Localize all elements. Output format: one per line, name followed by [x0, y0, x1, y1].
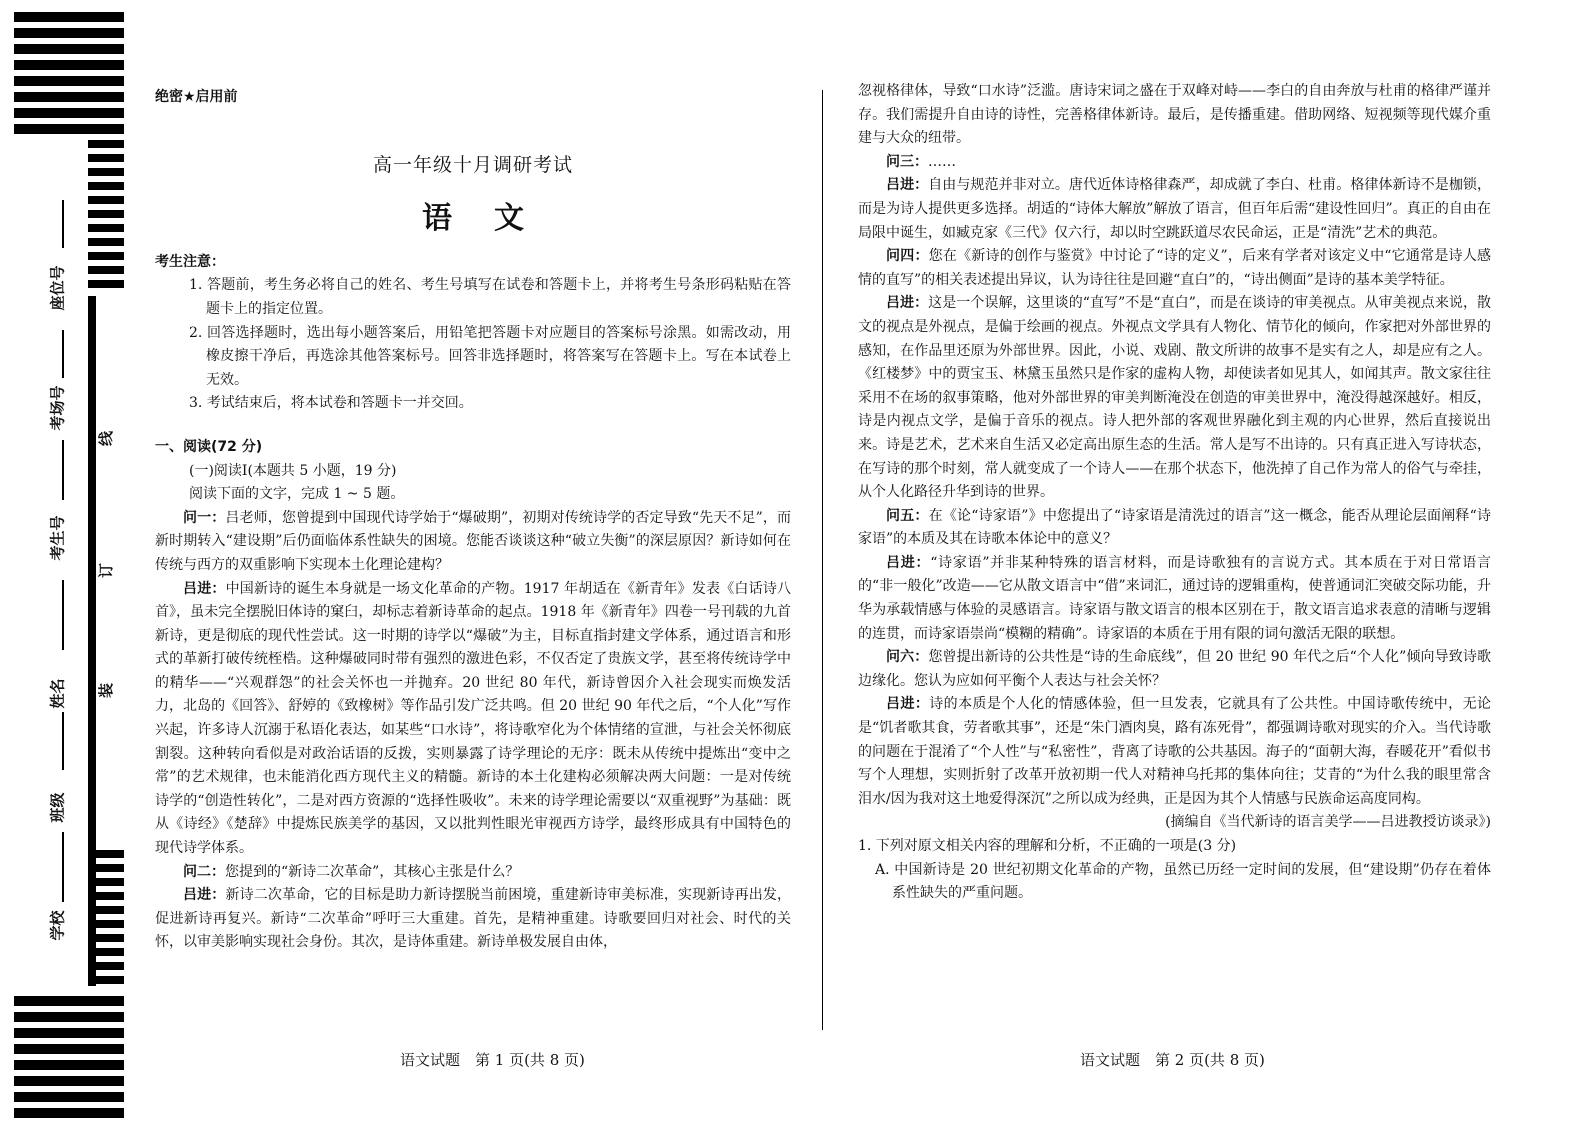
- page-1-column: [155, 80, 791, 955]
- paragraph-text: 自由与规范并非对立。唐代近体诗格律森严，却成就了李白、杜甫。格律体新诗不是枷锁，而是为诗人提供更多选择。胡适的“诗体大解放”解放了语言，但百年后需“建设性回归”。真正的自由在局限中诞生，如臧克家《三代》仅六行，却以时空跳跃道尽农民命运，正是“清洗”艺术的典范。: [858, 177, 1492, 241]
- interview-paragraph: [858, 80, 1491, 151]
- barcode-bar: [88, 906, 124, 914]
- speaker: 吕进：: [886, 177, 929, 194]
- barcode-bar: [88, 920, 124, 928]
- paragraph-text: “诗家语”并非某种特殊的语言材料，而是诗歌独有的言说方式。其本质在于对日常语言的“非一般化”改造——它从散文语言中“借”来词汇，通过诗的逻辑重构，使普通词汇突破交际功能，升华为承载情感与体验的灵感语言。诗家语与散文语言的根本区别在于，散文语言追求表意的清晰与逻辑的连贯，而诗家语崇尚“模糊的精确”。诗家语的本质在于用有限的词句激活无限的联想。: [858, 554, 1492, 642]
- barcode-bar: [14, 124, 124, 134]
- barcode-bar: [14, 92, 124, 102]
- barcode-bar: [14, 12, 124, 22]
- speaker: 吕进：: [183, 580, 226, 597]
- binding-strip: [0, 0, 135, 1138]
- paragraph-text: 中国新诗的诞生本身就是一场文化革命的产物。1917 年胡适在《新青年》发表《白话诗八首》，虽未完全摆脱旧体诗的窠臼，却标志着新诗革命的起点。1918 年《新青年》四卷一号刊载的九首新诗，更是彻底的现代性尝试。这一时期的诗学以“爆破”为主，目标直指封建文学体系，通过语言和形式的革新打破传统桎梏。这种爆破同时带有强烈的激进色彩，不仅否定了贵族文学，甚至将传统诗学中的精华——“兴观群怨”的社会关怀也一并抛弃。20 世纪 80 年代，新诗曾因介入社会现实而焕发活力，北岛的《回答》、舒婷的《致橡树》等作品引发广泛共鸣。但 20 世纪 90 年代之后，“个人化”写作兴起，许多诗人沉溺于私语化表达，如某些“口水诗”，将诗歌窄化为个体情绪的宣泄，与社会关怀彻底割裂。这种转向看似是对政治话语的反拨，实则暴露了诗学理论的无序：既未从传统中提炼出“变中之常”的艺术规律，也未能消化西方现代主义的精髓。新诗的本土化建构必须解决两大问题：一是对传统诗学的“创造性转化”，二是对西方资源的“选择性吸收”。未来的诗学理论需要以“双重视野”为基础：既从《诗经》《楚辞》中提炼民族美学的基因，又以批判性眼光审视西方诗学，最终形成具有中国特色的现代诗学体系。: [155, 580, 792, 857]
- paragraph-text: 您曾提出新诗的公共性是“诗的生命底线”，但 20 世纪 90 年代之后“个人化”倾向导致诗歌边缘化。您认为应如何平衡个人表达与社会关怀？: [858, 649, 1492, 689]
- barcode-bar: [14, 1092, 124, 1102]
- barcode-bar: [88, 266, 124, 274]
- notice-item: 3. 考试结束后，将本试卷和答题卡一并交回。: [189, 395, 473, 412]
- barcode-bar: [88, 962, 124, 970]
- barcode-bar: [88, 154, 124, 162]
- class-blank[interactable]: [62, 712, 64, 770]
- label-class: 班级: [48, 792, 67, 823]
- speaker: 吕进：: [886, 554, 931, 571]
- paragraph-text: 诗的本质是个人化的情感体验，但一旦发表，它就具有了公共性。中国诗歌传统中，无论是“饥者歌其食，劳者歌其事”，还是“朱门酒肉臭，路有冻死骨”，都强调诗歌对现实的介入。当代诗歌的问题在于混淆了“个人性”与“私密性”，背离了诗歌的公共基因。海子的“面朝大海，春暖花开”看似书写个人理想，实则折射了改革开放初期一代人对精神乌托邦的集体向往；艾青的“为什么我的眼里常含泪水/因为我对这土地爱得深沉”之所以成为经典，正是因为其个人情感与民族命运高度同构。: [858, 696, 1492, 807]
- interview-paragraph: [858, 151, 1491, 175]
- page-2-column: [858, 80, 1491, 906]
- label-id: 考生号: [48, 515, 67, 561]
- barcode-bar: [88, 892, 124, 900]
- paragraph-text: ……: [928, 153, 956, 170]
- label-school: 学校: [48, 910, 67, 941]
- interview-paragraph: [155, 578, 791, 861]
- barcode-bar: [88, 196, 124, 204]
- interview-paragraph: [858, 505, 1491, 552]
- barcode-bar: [14, 60, 124, 70]
- exam-title: 高一年级十月调研考试: [372, 153, 573, 176]
- barcode-bar: [88, 878, 124, 886]
- speaker: 问一：: [183, 509, 226, 526]
- paragraph-text: 您提到的“新诗二次革命”，其核心主张是什么？: [225, 863, 520, 880]
- speaker: 问三：: [886, 153, 928, 170]
- notice-item: 2. 回答选择题时，选出每小题答案后，用铅笔把答题卡对应题目的答案标号涂黑。如需改动，用橡皮擦干净后，再选涂其他答案标号。回答非选择题时，将答案写在答题卡上。写在本试卷上无效。: [189, 324, 791, 388]
- notice-item: 1. 答题前，考生务必将自己的姓名、考生号填写在试卷和答题卡上，并将考生号条形码粘贴在答题卡上的指定位置。: [189, 277, 791, 317]
- interview-paragraph: [858, 552, 1491, 646]
- id-blank[interactable]: [62, 440, 64, 500]
- barcode-bar: [88, 140, 124, 148]
- cut-mark-line: 线: [97, 430, 116, 447]
- cut-mark-bind: 装: [97, 682, 116, 699]
- barcode-bar: [88, 182, 124, 190]
- label-seat: 座位号: [48, 265, 67, 311]
- interview-paragraph: [858, 646, 1491, 693]
- name-blank[interactable]: [62, 580, 64, 650]
- barcode-bar: [14, 996, 124, 1006]
- speaker: 吕进：: [886, 295, 929, 312]
- barcode-bar: [88, 168, 124, 176]
- barcode-bar: [14, 28, 124, 38]
- barcode-bar: [88, 948, 124, 956]
- paragraph-text: 在《论“诗家语”》中您提出了“诗家语是清洗过的语言”这一概念，能否从理论层面阐释“诗家语”的本质及其在诗歌本体论中的意义？: [858, 507, 1492, 548]
- barcode-bar: [88, 280, 124, 288]
- source-citation: (摘编自《当代新诗的语言美学——吕进教授访谈录》): [1165, 814, 1491, 831]
- speaker: 问五：: [886, 507, 929, 524]
- barcode-bar: [88, 238, 124, 246]
- paragraph-text: 忽视格律体，导致“口水诗”泛滥。唐诗宋词之盛在于双峰对峙——李白的自由奔放与杜甫的格律严谨并存。我们需提升自由诗的诗性，完善格律体新诗。最后，是传播重建。借助网络、短视频等现代媒介重建与大众的纽带。: [858, 83, 1491, 147]
- barcode-bar: [88, 976, 124, 984]
- barcode-bar: [88, 934, 124, 942]
- barcode-bar: [88, 224, 124, 232]
- school-blank[interactable]: [62, 832, 64, 902]
- interview-paragraph: [858, 245, 1491, 292]
- barcode-bar: [14, 1012, 124, 1022]
- barcode-bar: [88, 864, 124, 872]
- page-footer-right: 语文试题 第 2 页(共 8 页): [1080, 1051, 1265, 1069]
- column-divider: [822, 90, 823, 1030]
- interview-paragraph: [155, 507, 791, 578]
- interview-paragraph: [858, 174, 1491, 245]
- interview-paragraph: [858, 693, 1491, 811]
- barcode-bar: [14, 44, 124, 54]
- barcode-bar: [14, 1060, 124, 1070]
- barcode-bar: [14, 108, 124, 118]
- interview-paragraph: [155, 861, 791, 885]
- secret-mark: 绝密★启用前: [155, 89, 238, 105]
- question-stem: 1. 下列对原文相关内容的理解和分析，不正确的一项是(3 分): [858, 838, 1237, 854]
- paragraph-text: 您在《新诗的创作与鉴赏》中讨论了“诗的定义”，后来有学者对该定义中“它通常是诗人感情的直写”的相关表述提出异议，认为诗往往是回避“直白”的，“诗出侧面”是诗的基本美学特征。: [858, 248, 1491, 288]
- room-blank[interactable]: [62, 330, 64, 378]
- section-instruction: 阅读下面的文字，完成 1 ~ 5 题。: [189, 486, 405, 503]
- speaker: 问六：: [886, 649, 929, 666]
- barcode-bar: [14, 1028, 124, 1038]
- barcode-bar: [88, 210, 124, 218]
- barcode-bar: [14, 1044, 124, 1054]
- cut-mark-staple: 订: [97, 562, 116, 579]
- speaker: 问二：: [183, 863, 225, 880]
- barcode-bar: [14, 1108, 124, 1118]
- question-option: A. 中国新诗是 20 世纪初期文化革命的产物，虽然已历经一定时间的发展，但“建设期”仍存在着体系性缺失的严重问题。: [875, 861, 1491, 902]
- speaker: 吕进：: [886, 696, 930, 713]
- page-footer-left: 语文试题 第 1 页(共 8 页): [400, 1051, 585, 1069]
- interview-paragraph: [155, 884, 791, 955]
- seat-blank[interactable]: [62, 200, 64, 248]
- paragraph-text: 这是一个误解，这里谈的“直写”不是“直白”，而是在谈诗的审美视点。从审美视点来说，散文的视点是外视点，是偏于绘画的视点。外视点文学具有人物化、情节化的倾向，作家把对外部世界的感知，在作品里还原为外部世界。因此，小说、戏剧、散文所讲的故事不是实有之人，却是应有之人。《红楼梦》中的贾宝玉、林黛玉虽然只是作家的虚构人物，却使读者如见其人，如闻其声。散文家往往采用不在场的叙事策略，他对外部世界的审美判断淹没在创造的审美世界中，淹没得越深越好。相反，诗是内视点文学，是偏于音乐的视点。诗人把外部的客观世界融化到主观的内心世界，然后直接说出来。诗是艺术，艺术来自生活又必定高出原生态的生活。常人是写不出诗的。只有真正进入写诗状态，在写诗的那个时刻，常人就变成了一个诗人——在那个状态下，他洗掉了自己作为常人的俗气与牵挂，从个人化路径升华到诗的世界。: [858, 295, 1491, 501]
- paragraph-text: 吕老师，您曾提到中国现代诗学始于“爆破期”，初期对传统诗学的否定导致“先天不足”，而新时期转入“建设期”后仍面临体系性缺失的困境。您能否谈谈这种“破立失衡”的深层原因？新诗如何在传统与西方的双重影响下实现本土化理论建构？: [155, 509, 791, 573]
- interview-paragraph: [858, 292, 1491, 504]
- section-subtitle: (一)阅读Ⅰ(本题共 5 小题，19 分): [189, 462, 397, 479]
- notice-title: 考生注意：: [155, 253, 225, 270]
- barcode-bar: [88, 252, 124, 260]
- label-room: 考场号: [48, 385, 67, 431]
- subject-title: 语文: [422, 201, 566, 237]
- barcode-bar: [88, 850, 124, 858]
- speaker: 吕进：: [183, 887, 226, 904]
- barcode-bar: [14, 1076, 124, 1086]
- section-title: 一、阅读(72 分): [155, 438, 263, 455]
- paragraph-text: 新诗二次革命，它的目标是助力新诗摆脱当前困境，重建新诗审美标准，实现新诗再出发，促进新诗再复兴。新诗“二次革命”呼吁三大重建。首先，是精神重建。诗歌要回归对社会、时代的关怀，以审美影响实现社会身份。其次，是诗体重建。新诗单极发展自由体，: [155, 887, 792, 951]
- barcode-bar: [14, 76, 124, 86]
- label-name: 姓名: [48, 678, 67, 709]
- speaker: 问四：: [886, 248, 929, 265]
